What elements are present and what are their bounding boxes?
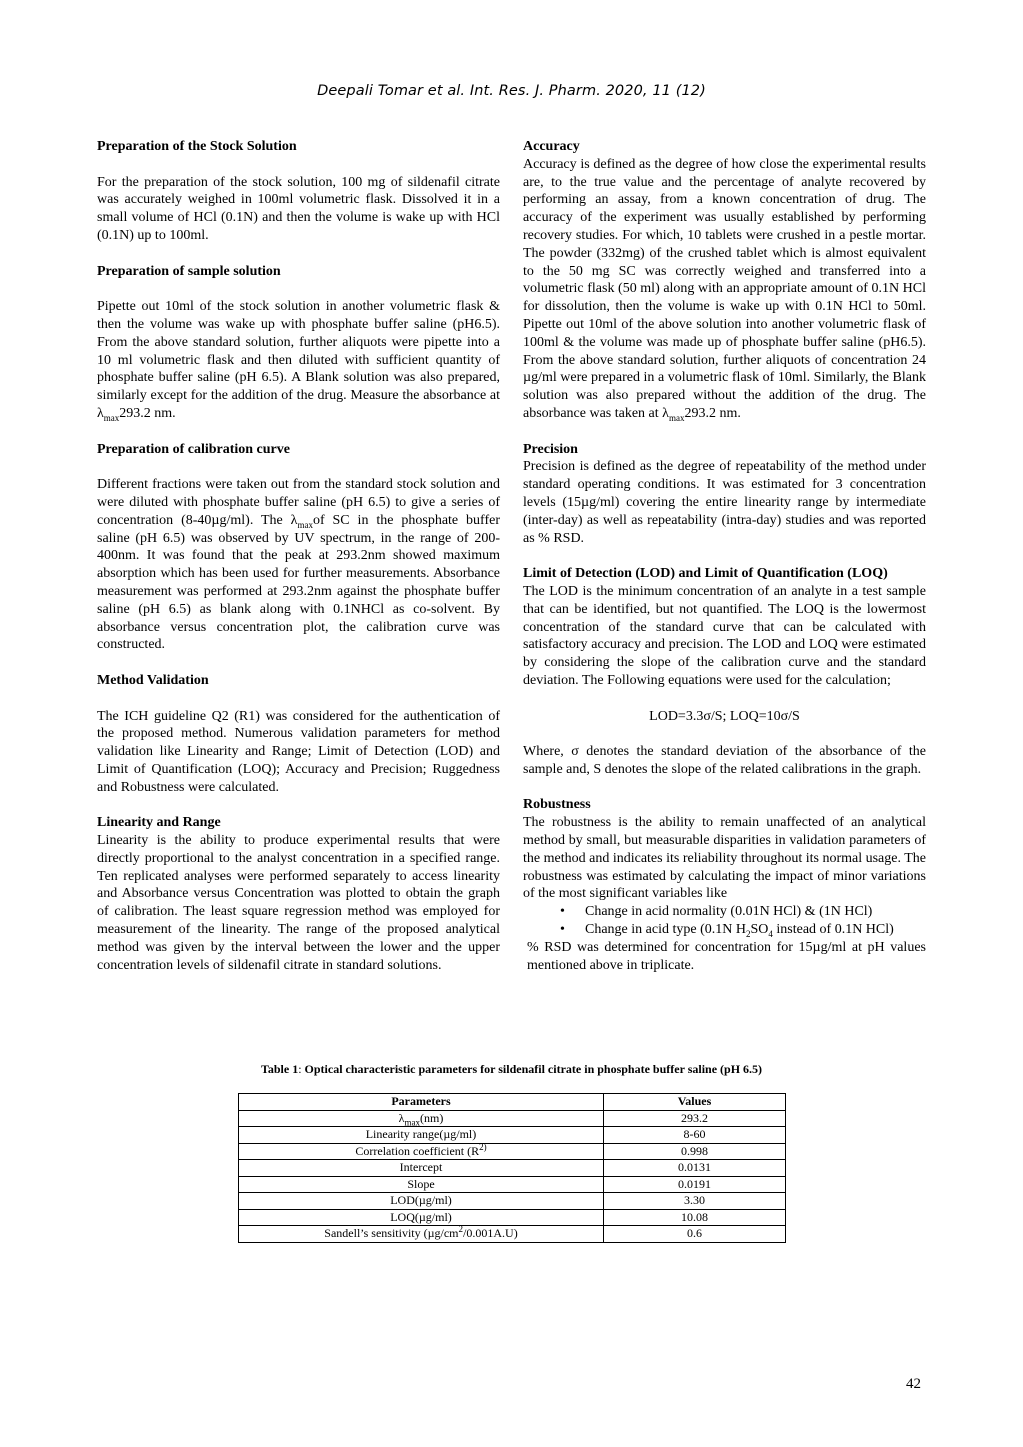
table-row bbox=[239, 1209, 786, 1226]
parameter-cell: Sandell’s sensitivity $(\mu g/cm^2/0.001A.U)$ bbox=[239, 1226, 604, 1243]
paragraph-sample-solution: Pipette out 10ml of the stock solution in another volumetric flask & then the volume was wake up with phosphate buffer saline (pH6.5). From the above standard solution, further aliquots were pipette into a 10 ml volumetric flask and then diluted with sufficient quantity of phosphate buffer saline (pH 6.5). A Blank solution was also prepared, similarly except for the addition of the drug. Measure the absorbance at $\lambda_{max}293.2$ nm. bbox=[97, 299, 500, 423]
paragraph-calibration-curve: Different fractions were taken out from the standard stock solution and were diluted with phosphate buffer saline (pH 6.5) to give a series of concentration (8-40µg/ml). The $\lambda_{max}of$ SC in the phosphate buffer saline (pH 6.5) was observed by UV spectrum, in the range of 200-400nm. It was found that the peak at 293.2nm showed maximum absorption which has been used for further measurements. Absorbance measurement was performed at 293.2nm against the phosphate buffer saline (pH 6.5) as blank along with 0.1NHCl as co-solvent. By absorbance versus concentration plot, the calibration curve was constructed. bbox=[97, 477, 500, 653]
section-heading-calibration-curve: Preparation of calibration curve bbox=[97, 441, 290, 457]
paragraph-stock-solution: For the preparation of the stock solution, 100 mg of sildenafil citrate was accurately weighed in 100ml volumetric flask. Dissolved it in a small volume of HCl (0.1N) and then the volume is wake up with HCl (0.1N) up to 100ml. bbox=[97, 174, 500, 243]
table-row bbox=[239, 1110, 786, 1127]
section-heading-linearity: Linearity and Range bbox=[97, 815, 221, 831]
section-heading-sample-solution: Preparation of sample solution bbox=[97, 263, 281, 279]
column-header-values: Values bbox=[604, 1094, 786, 1111]
value-cell: 8-60 bbox=[604, 1127, 786, 1144]
paragraph-accuracy: Accuracy is defined as the degree of how close the experimental results are, to the true value and the percentage of analyte recovered by performing an assay, from a known concentration of drug. The accuracy of the experiment was usually established by performing recovery studies. For which, 10 tablets were crushed in a pestle mortar. The powder (332mg) of the crushed tablet which is almost equivalent to the 50 mg SC was correctly weighed and transferred into a volumetric flask (50 ml) along with an appropriate amount of 0.1N HCl for dissolution, then the volume is wake up with 0.1N HCl to 50ml. Pipette out 10ml of the above solution into another volumetric flask of 100ml & the volume was made up of phosphate buffer saline (pH6.5). From the above standard solution, further aliquots of concentration 24 µg/ml were prepared in a volumetric flask of 10ml. Similarly, the Blank solution was also prepared without the addition of the drug. The absorbance was taken at $\lambda_{max}293.2$ nm. bbox=[523, 156, 926, 423]
table-header-row bbox=[239, 1094, 786, 1111]
list-item: • Change in acid type (0.1N $H_2SO_4$ instead of 0.1N HCl) bbox=[523, 921, 926, 939]
value-cell: 0.0131 bbox=[604, 1160, 786, 1177]
paragraph-lod-loq: The LOD is the minimum concentration of an analyte in a test sample that can be identified, but not quantified. The LOQ is the lowermost concentration of the standard curve that can be calculated with satisfactory accuracy and precision. The LOD and LOQ were estimated by considering the slope of the calibration curve and the standard deviation. The Following equations were used for the calculation; bbox=[523, 583, 926, 688]
left-column bbox=[97, 138, 500, 974]
section-heading-precision: Precision bbox=[523, 441, 578, 457]
robustness-bullet-list bbox=[523, 903, 926, 939]
table-row bbox=[239, 1176, 786, 1193]
equation-lod-loq: LOD=3.3σ/S; LOQ=10σ/S bbox=[649, 708, 800, 724]
table-row bbox=[239, 1193, 786, 1210]
table-caption: Table 1: Optical characteristic parameters for sildenafil citrate in phosphate buffer saline (pH 6.5) bbox=[260, 1062, 763, 1076]
paragraph-precision: Precision is defined as the degree of repeatability of the method under standard operating conditions. It was estimated for 3 concentration levels (15µg/ml) covering the entire linearity range by intermediate (inter-day) as well as repeatability (intra-day) studies and was reported as % RSD. bbox=[523, 459, 926, 546]
paragraph-method-validation: The ICH guideline Q2 (R1) was considered for the authentication of the proposed method. Numerous validation parameters for method validation like Linearity and Range; Limit of Detection (LOD) and Limit of Quantification (LOQ); Accuracy and Precision; Ruggedness and Robustness were calculated. bbox=[97, 708, 500, 795]
paragraph-where: Where, σ denotes the standard deviation of the absorbance of the sample and, S denotes the slope of the related calibrations in the graph. bbox=[523, 744, 926, 777]
parameter-cell: LOD(µg/ml) bbox=[239, 1193, 604, 1210]
parameter-cell: Intercept bbox=[239, 1160, 604, 1177]
table-row bbox=[239, 1127, 786, 1144]
section-heading-stock-solution: Preparation of the Stock Solution bbox=[97, 139, 297, 154]
running-header: Deepali Tomar et al. Int. Res. J. Pharm. 2020, 11 (12) bbox=[317, 83, 706, 99]
section-heading-robustness: Robustness bbox=[523, 797, 591, 813]
paragraph-linearity: Linearity is the ability to produce experimental results that were directly proportional to the analyst concentration in a specified range. Ten replicated analyses were performed separately to access linearity and Absorbance versus Concentration was plotted to obtain the graph of calibration. The least square regression method was employed for measurement of the linearity. The range of the proposed analytical method was given by the interval between the lower and the upper concentration levels of sildenafil citrate in standard solutions. bbox=[97, 833, 500, 973]
parameter-cell: Slope bbox=[239, 1176, 604, 1193]
value-cell: 3.30 bbox=[604, 1193, 786, 1210]
section-heading-accuracy: Accuracy bbox=[523, 139, 580, 154]
table-row bbox=[239, 1226, 786, 1243]
parameter-cell: Linearity range(µg/ml) bbox=[239, 1127, 604, 1144]
value-cell: 0.0191 bbox=[604, 1176, 786, 1193]
paragraph-robustness: The robustness is the ability to remain unaffected of an analytical method by small, but measurable disparities in validation parameters of the method and indicates its reliability throughout its normal usage. The robustness was estimated by calculating the impact of minor variations of the most significant variables like bbox=[523, 815, 926, 902]
parameter-cell: LOQ(µg/ml) bbox=[239, 1209, 604, 1226]
table-row bbox=[239, 1143, 786, 1160]
optical-parameters-table bbox=[238, 1093, 786, 1243]
list-item: • Change in acid normality (0.01N HCl) & (1N HCl) bbox=[523, 903, 926, 921]
table-row bbox=[239, 1160, 786, 1177]
value-cell: 10.08 bbox=[604, 1209, 786, 1226]
paragraph-rsd: % RSD was determined for concentration for 15µg/ml at pH values mentioned above in triplicate. bbox=[527, 939, 926, 973]
value-cell: 0.6 bbox=[604, 1226, 786, 1243]
section-heading-method-validation: Method Validation bbox=[97, 672, 209, 688]
right-column bbox=[523, 138, 926, 974]
value-cell: 0.998 bbox=[604, 1143, 786, 1160]
column-header-parameters: Parameters bbox=[239, 1094, 604, 1111]
section-heading-lod-loq: Limit of Detection (LOD) and Limit of Quantification (LOQ) bbox=[523, 566, 888, 582]
page-number: 42 bbox=[906, 1376, 921, 1392]
parameter-cell: Correlation coefficient ($R^{2)}$ bbox=[239, 1143, 604, 1160]
value-cell: 293.2 bbox=[604, 1110, 786, 1127]
parameter-cell: $\lambda_{max}(nm)$ bbox=[239, 1110, 604, 1127]
